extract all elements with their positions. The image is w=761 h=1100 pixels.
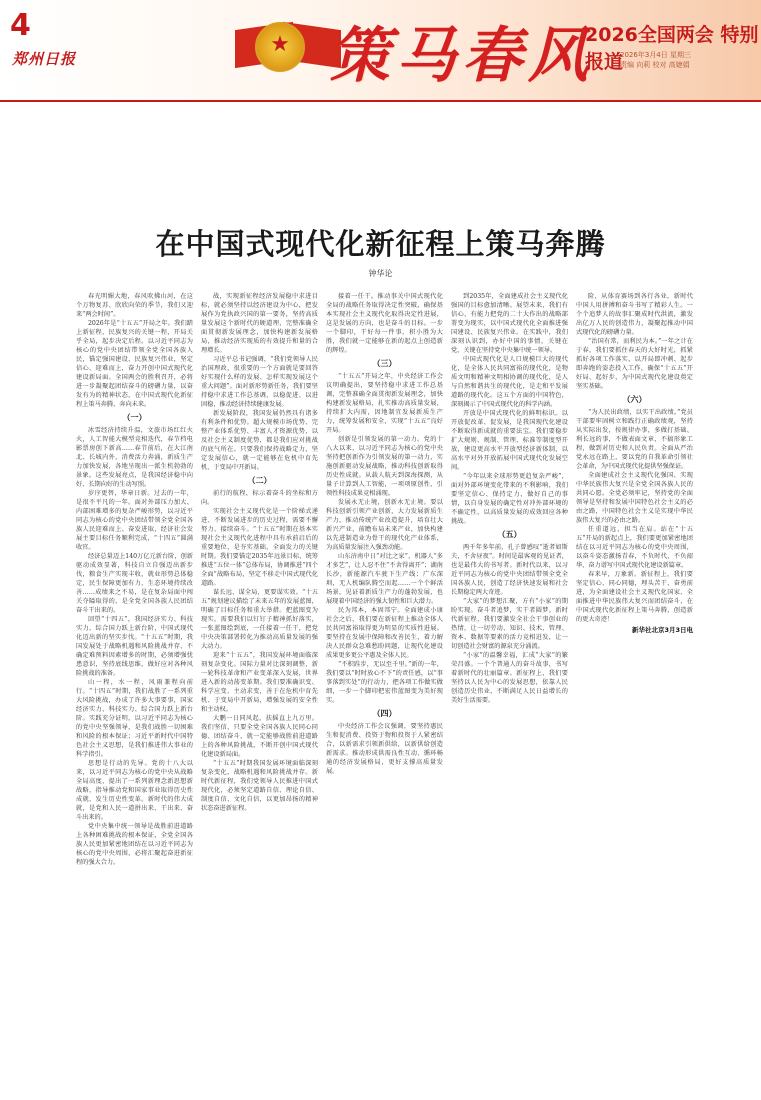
- paragraph: 两千年多年前，孔子曾感叹“逝者如斯夫，不舍昼夜”。时间是最客观的见证者，也是最伟大的书写者。新时代以来，以习近平同志为核心的党中央团结带领全党全国各族人民，创造了经济快速发展和社会长期稳定两大奇迹。: [451, 544, 568, 596]
- article-column-3: [326, 292, 443, 1072]
- paragraph: 任重道远，担当在肩。站在“十五五”开局的新起点上，我们要更加紧密地团结在以习近平同志为核心的党中央周围，以奋斗姿态激扬青春，不负时代，不负韶华，奋力谱写中国式现代化建设新篇章。: [576, 526, 693, 569]
- paragraph: 前行的航程，标示着奋斗的坐标和方向。: [201, 490, 318, 506]
- page-header: [0, 0, 761, 102]
- paragraph: “大家”的梦想汇聚，方有“小家”的期盼实现。奋斗者追梦，实干者圆梦。新时代新征程，我们要激发全社会干事创业的热情，让一切劳动、知识、技术、管理、资本、数据等要素的活力竞相迸发，让一切创造社会财富的源泉充分涌流。: [451, 598, 568, 650]
- section-number: （六）: [622, 394, 647, 404]
- article-body: [76, 292, 696, 1072]
- paragraph: 战，实现新征程经济发展稳中求进目标，就必须坚持以经济建设为中心，把发展作为党执政兴国的第一要务，坚持高质量发展这个新时代的硬道理，完整准确全面贯彻新发展理念，加快构建新发展格局，推动经济实现质的有效提升和量的合理增长。: [201, 293, 318, 354]
- paragraph: 到2035年，全面建成社会主义现代化强国的目标愈加清晰。展望未来，我们有信心、有能力把党的二十大作出的战略部署变为现实，以中国式现代化全面推进强国建设、民族复兴伟业。在实践中，我们深刻认识到，办好中国的事情，关键在党，关键在坚持党中央集中统一领导。: [451, 293, 568, 354]
- paragraph: “十五五”开局之年，中央经济工作会议明确提出，要坚持稳中求进工作总基调，完整准确全面贯彻新发展理念，加快构建新发展格局，扎实推动高质量发展，持续扩大内需，因地制宜发展新质生产力，统筹发展和安全，实现“十五五”良好开局。: [326, 373, 443, 434]
- star-icon: ★: [270, 32, 290, 57]
- header-divider: [0, 100, 761, 102]
- paragraph: 春光明媚大地，春风吹拂山河，在这个万物复苏、欣欣向荣的季节，我们又迎来“两会时间”。: [76, 293, 193, 318]
- special-report-title: 2026全国两会 特别报道: [585, 24, 759, 73]
- paragraph: “今年以来全球形势更趋复杂严峻”，面对外部环境变化带来的不利影响，我们要坚定信心、保持定力，做好自己的事情，以自身发展的确定性对冲外部环境的不确定性，以高质量发展的成效回应各种挑战。: [451, 473, 568, 525]
- paragraph: “十五五”时期我国发展环境面临深刻复杂变化，战略机遇和风险挑战并存。新时代新征程，我们党领导人民推进中国式现代化，必须坚定道路自信、理论自信、制度自信、文化自信，以更加昂扬的精神状态奋进新征程。: [201, 760, 318, 812]
- paragraph: 回望“十四五”，我国经济实力、科技实力、综合国力跃上新台阶，中国式现代化迈出新的坚实步伐。“十五五”时期，我国发展处于战略机遇和风险挑战并存、不确定难预料因素增多的时期，必须增强忧患意识，坚持底线思维，做好应对各种风险挑战的准备。: [76, 616, 193, 677]
- article-column-1: [76, 292, 193, 1072]
- paragraph: 谋长远、谋全局，更要谋实效。“十五五”规划建议描绘了未来五年的发展蓝图，明确了目标任务和重大举措。把蓝图变为现实，需要我们以钉钉子精神抓好落实，一张蓝图绘到底，一任接着一任干，把党中央决策部署转化为推动高质量发展的强大动力。: [201, 589, 318, 650]
- article-column-2: [201, 292, 318, 1072]
- paragraph: 迎来“十五五”，我国发展环境面临深刻复杂变化。国际力量对比深刻调整，新一轮科技革命和产业变革深入发展，世界进入新的动荡变革期。我们要准确识变、科学应变、主动求变，善于在危机中育先机、于变局中开新局，增强发展的安全性和主动权。: [201, 652, 318, 713]
- paragraph: 开放是中国式现代化的鲜明标识。以开放促改革、促发展，是我国现代化建设不断取得新成就的重要法宝。我们要稳步扩大规则、规制、管理、标准等制度型开放，建设更高水平开放型经济新体制，以高水平对外开放拓展中国式现代化发展空间。: [451, 410, 568, 471]
- paragraph: 党中央集中统一领导是战胜前进道路上各种困难挑战的根本保证，全党全国各族人民更加紧密地团结在以习近平同志为核心的党中央周围，必将汇聚起奋进新征程的强大合力。: [76, 823, 193, 866]
- paragraph: “不积跬步，无以至千里。”新的一年，我们要以“时时放心不下”的责任感，以“事事落到实处”的行动力，把各项工作做实做细，一步一个脚印把宏伟蓝图变为美好现实。: [326, 661, 443, 704]
- article-source: 新华社北京3月3日电: [631, 626, 693, 634]
- paragraph: 发展永无止境，创新永无止境。要以科技创新引领产业创新，大力发展新质生产力，推动传统产业改造提升，培育壮大新兴产业，前瞻布局未来产业，加快构建以先进制造业为骨干的现代化产业体系，为高质量发展注入强劲动能。: [326, 499, 443, 551]
- article-column-4: [451, 292, 568, 1072]
- paragraph: 实现社会主义现代化是一个阶梯式递进、不断发展进步的历史过程，需要不懈努力、接续奋斗。“十五五”时期在基本实现社会主义现代化进程中具有承前启后的重要地位，是夯实基础、全面发力的关键时期。我们要锚定2035年远景目标，统筹推进“五位一体”总体布局，协调推进“四个全面”战略布局，坚定不移走中国式现代化道路。: [201, 508, 318, 587]
- paragraph: 岁序更替，华章日新。过去的一年，是很不平凡的一年。面对外部压力加大、内部困难增多的复杂严峻形势，以习近平同志为核心的党中央团结带领全党全国各族人民迎难而上、奋发进取，经济社会发展主要目标任务顺利完成，“十四五”圆满收官。: [76, 490, 193, 551]
- paragraph: 习近平总书记强调，“我们党领导人民治国理政，很重要的一个方面就是要回答好实现什么样的发展、怎样实现发展这个重大问题”。面对新形势新任务，我们要坚持稳中求进工作总基调，以稳促进、以进固稳，推动经济持续健康发展。: [201, 356, 318, 408]
- header-meta: [620, 50, 691, 70]
- paragraph: 险，从体育赛场到各行各业，新时代中国人用拼搏和奋斗书写了精彩人生。一个个追梦人的故事汇聚成时代洪流，激发出亿万人民的创造伟力，凝聚起推动中国式现代化的磅礴力量。: [576, 293, 693, 336]
- paragraph: 山东济南中日“对比之家”，机器人“多才多艺”，让人忍不住“不舍得离开”；湖南长沙，新能源汽车驶下生产线；广东深圳，无人机编队腾空而起……一个个鲜活场景，见证着新质生产力的蓬勃发展，也展现着中国经济的强大韧性和巨大潜力。: [326, 553, 443, 605]
- paragraph: 春来早，万象新。新征程上，我们要坚定信心、同心同德，埋头苦干、奋勇前进，为全面建设社会主义现代化国家、全面推进中华民族伟大复兴而团结奋斗，在中国式现代化新征程上策马奔腾，创造新的更大奇迹！: [576, 571, 693, 623]
- section-number: （三）: [372, 358, 397, 368]
- emblem-group: [235, 8, 325, 98]
- paragraph: “治国有常，而利民为本。”一年之计在于春，我们要抓住春天的大好时光，抓紧抓好各项工作落实，以开局即冲刺、起步即奔跑的姿态投入工作，确保“十五五”开好局、起好步，为中国式现代化建设奠定坚实基础。: [576, 338, 693, 390]
- section-number: （一）: [122, 412, 147, 422]
- paragraph: 大鹏一日同风起，扶摇直上九万里。我们坚信，只要全党全国各族人民同心同德、团结奋斗，就一定能够战胜前进道路上的各种风险挑战，不断开创中国式现代化建设新局面。: [201, 715, 318, 758]
- section-number: （五）: [497, 529, 522, 539]
- article-byline: 钟华论: [368, 269, 393, 278]
- page-number: 4: [10, 8, 31, 43]
- paragraph: 新发展阶段，我国发展仍然具有诸多有利条件和优势。超大规模市场优势、完整产业体系优势、丰富人才资源优势，以及社会主义制度优势，都是我们应对挑战的底气所在。只要我们保持战略定力，坚定发展信心，就一定能够在危机中育先机、于变局中开新局。: [201, 410, 318, 471]
- paragraph: 接着一任干。推动事关中国式现代化全局的战略任务取得决定性突破，确保基本实现社会主义现代化取得决定性进展，这是发展的方向，也是奋斗的目标。一步一个脚印，干好每一件事，积小胜为大胜，我们就一定能够在新的起点上创造新的辉煌。: [326, 293, 443, 354]
- article-headline: 在中国式现代化新征程上策马奔腾: [155, 227, 606, 261]
- paragraph: 中国式现代化是人口规模巨大的现代化，是全体人民共同富裕的现代化，是物质文明和精神文明相协调的现代化，是人与自然和谐共生的现代化，是走和平发展道路的现代化。这五个方面的中国特色，深刻揭示了中国式现代化的科学内涵。: [451, 356, 568, 408]
- article-column-5: [576, 292, 693, 1072]
- section-number: （二）: [247, 475, 272, 485]
- section-number: （四）: [372, 708, 397, 718]
- paragraph: “为人民出政绩，以实干出政绩。”党员干部要牢固树立和践行正确政绩观，坚持从实际出发，按规律办事，多做打基础、利长远的事，不做表面文章，不搞形象工程，做到对历史和人民负责。全面从严治党永远在路上，要以党的自我革命引领社会革命，为中国式现代化提供坚强保证。: [576, 409, 693, 470]
- paragraph: 创新是引领发展的第一动力。党的十八大以来，以习近平同志为核心的党中央坚持把创新作为引领发展的第一动力，实施创新驱动发展战略，推动科技创新取得历史性成就。从载人航天到深海探测，从量子计算到人工智能，一项项原创性、引领性科技成果竞相涌现。: [326, 436, 443, 497]
- paragraph: 经济总量迈上140万亿元新台阶，创新驱动成效显著，科技自立自强迈出新步伐，粮食生产实现丰收，就业形势总体稳定，民生保障更加有力，生态环境持续改善……成绩来之不易，是在复杂局面中闯关夺隘取得的，是全党全国各族人民团结奋斗干出来的。: [76, 553, 193, 614]
- newspaper-name: 郑州日报: [12, 50, 77, 68]
- paragraph: “小家”的温馨幸福，汇成“大家”的繁荣昌盛。一个个普通人的奋斗故事，书写着新时代的壮丽篇章。新征程上，我们要坚持以人民为中心的发展思想，依靠人民创造历史伟业，不断满足人民日益增长的美好生活需要。: [451, 652, 568, 704]
- paragraph: 山一程，水一程，风雨兼程向前行。“十四五”时期，我们战胜了一系列重大风险挑战，办成了许多大事要事，国家经济实力、科技实力、综合国力跃上新台阶。实践充分证明，以习近平同志为核心的党中央坚强领导，是我们战胜一切困难和风险的根本保证；习近平新时代中国特色社会主义思想，是我们推进伟大事业的科学指引。: [76, 679, 193, 758]
- paragraph: 2026年是“十五五”开局之年。我们踏上新征程，民族复兴的关键一程，开局关乎全局，起步决定后程。以习近平同志为核心的党中央团结带领全党全国各族人民，锚定强国建设、民族复兴伟业，坚定信心、迎难而上，奋力开创中国式现代化建设新局面。全国两会的胜利召开，必将进一步凝聚起团结奋斗的磅礴力量，以奋发有为的精神状态，在中国式现代化新征程上策马奔腾，奔向未来。: [76, 320, 193, 408]
- section-calligraphy-title: 策马春风: [330, 21, 594, 91]
- paragraph: 中央经济工作会议强调，要坚持惠民生和促消费、投资于物和投资于人紧密结合，以新需求引领新供给，以新供给创造新需求。推动形成供需良性互动、循环畅通的经济发展格局，更好支撑高质量发展。: [326, 723, 443, 775]
- issue-date: 2026年3月4日 星期三: [620, 51, 691, 59]
- national-emblem-icon: [255, 22, 305, 72]
- paragraph: 全面建成社会主义现代化强国、实现中华民族伟大复兴是全党全国各族人民的共同心愿。全党必须牢记，坚持党的全面领导是坚持和发展中国特色社会主义的必由之路，中国特色社会主义是实现中华民族伟大复兴的必由之路。: [576, 472, 693, 524]
- editor-credits: 责编 向莉 校对 高婕娟: [620, 61, 690, 69]
- paragraph: 民为邦本，本固邦宁。全面建成小康社会之后，我们要在新征程上推动全体人民共同富裕取得更为明显的实质性进展。要坚持在发展中保障和改善民生，着力解决人民群众急难愁盼问题，让现代化建设成果更多更公平惠及全体人民。: [326, 607, 443, 659]
- paragraph: 冰雪经济持续升温，文旅市场红红火火，人工智能大模型竞相迭代，春节档电影票房创下新高……春节前后，在大江南北、长城内外，消费活力奔涌，新质生产力加快发展，各地呈现出一派生机勃勃的景象。这些发展亮点，是我国经济稳中向好、长期向好的生动写照。: [76, 427, 193, 488]
- paragraph: 思想是行动的先导。党的十八大以来，以习近平同志为核心的党中央从战略全局高度，提出了一系列新理念新思想新战略，指导推动党和国家事业取得历史性成就、发生历史性变革。新时代的伟大成就，是党和人民一道拼出来、干出来、奋斗出来的。: [76, 760, 193, 821]
